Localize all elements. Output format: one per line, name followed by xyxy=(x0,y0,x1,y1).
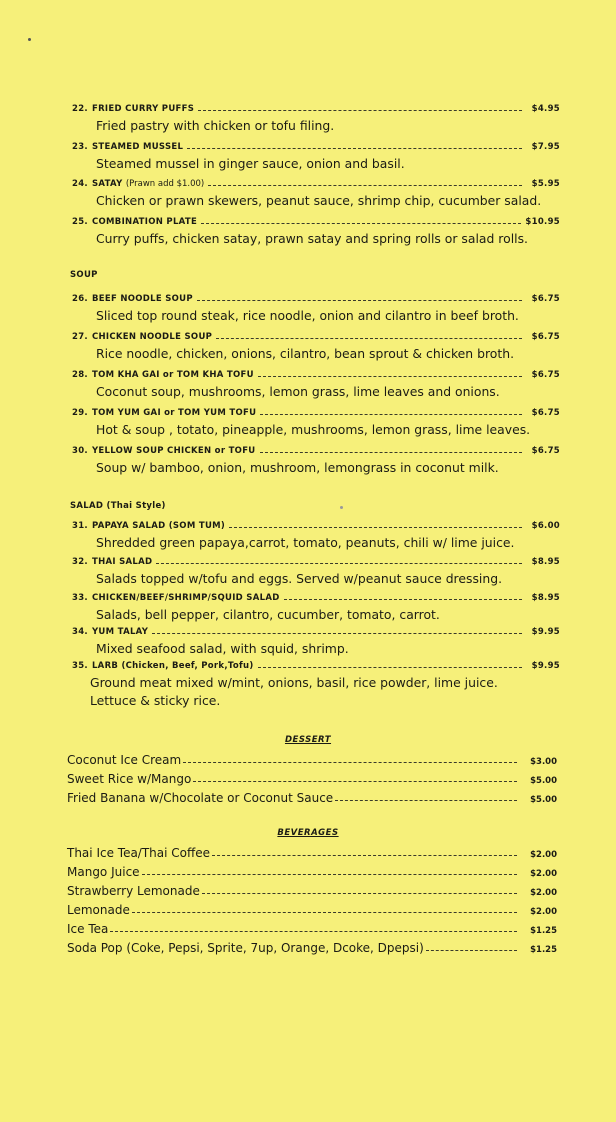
leader-dots xyxy=(258,667,522,668)
leader-dots xyxy=(110,931,517,932)
item-number: 35. xyxy=(72,661,88,671)
item-description: Salads topped w/tofu and eggs. Served w/peanut sauce dressing. xyxy=(96,571,503,586)
leader-dots xyxy=(193,781,517,782)
item-price: $6.75 xyxy=(531,370,560,380)
item-name: PAPAYA SALAD (SOM TUM) xyxy=(91,521,226,531)
dessert-item xyxy=(67,787,557,805)
item-number: 32. xyxy=(72,557,88,567)
item-price: $6.75 xyxy=(531,332,560,342)
item-description-2: Lettuce & sticky rice. xyxy=(90,693,221,708)
paper-speck xyxy=(340,506,343,509)
menu-item-31 xyxy=(72,517,560,553)
menu-item-22 xyxy=(72,100,560,136)
item-number: 24. xyxy=(72,179,88,189)
paper-speck xyxy=(28,38,31,41)
dessert-item xyxy=(67,768,557,786)
item-description: Soup w/ bamboo, onion, mushroom, lemongrass in coconut milk. xyxy=(96,460,499,475)
item-description: Chicken or prawn skewers, peanut sauce, shrimp chip, cucumber salad. xyxy=(96,193,542,208)
item-description: Fried pastry with chicken or tofu filing. xyxy=(96,118,335,133)
item-name: Thai Ice Tea/Thai Coffee xyxy=(67,846,211,860)
item-price: $7.95 xyxy=(531,142,560,152)
leader-dots xyxy=(260,414,522,415)
menu-item-23 xyxy=(72,138,560,174)
menu-item-24 xyxy=(72,175,560,211)
item-description: Shredded green papaya,carrot, tomato, peanuts, chili w/ lime juice. xyxy=(96,535,515,550)
item-price: $4.95 xyxy=(531,104,560,114)
menu-item-35 xyxy=(72,657,560,711)
item-name: YELLOW SOUP CHICKEN or TOFU xyxy=(91,446,256,456)
item-price: $1.25 xyxy=(530,945,557,955)
leader-dots xyxy=(258,376,522,377)
item-number: 30. xyxy=(72,446,88,456)
leader-dots xyxy=(212,855,517,856)
item-name: YUM TALAY xyxy=(91,627,149,637)
item-price: $1.25 xyxy=(530,926,557,936)
leader-dots xyxy=(208,185,522,186)
item-price: $9.95 xyxy=(531,627,560,637)
item-name: CHICKEN NOODLE SOUP xyxy=(91,332,213,342)
item-name: Mango Juice xyxy=(67,865,140,879)
item-number: 22. xyxy=(72,104,88,114)
item-name: CHICKEN/BEEF/SHRIMP/SQUID SALAD xyxy=(91,593,280,603)
leader-dots xyxy=(132,912,517,913)
menu-item-32 xyxy=(72,553,560,589)
item-number: 27. xyxy=(72,332,88,342)
beverage-item xyxy=(67,918,557,936)
menu-item-25 xyxy=(72,213,560,249)
item-name: TOM KHA GAI or TOM KHA TOFU xyxy=(91,370,254,380)
leader-dots xyxy=(197,300,522,301)
item-price: $2.00 xyxy=(530,850,557,860)
item-price: $2.00 xyxy=(530,907,557,917)
leader-dots xyxy=(187,148,522,149)
item-price: $10.95 xyxy=(525,217,560,227)
leader-dots xyxy=(202,893,517,894)
item-name: Lemonade xyxy=(67,903,130,917)
beverage-item xyxy=(67,937,557,955)
beverage-item xyxy=(67,861,557,879)
menu-item-28 xyxy=(72,366,560,402)
item-description: Coconut soup, mushrooms, lemon grass, lime leaves and onions. xyxy=(96,384,500,399)
leader-dots xyxy=(426,950,517,951)
item-name: Ice Tea xyxy=(67,922,109,936)
leader-dots xyxy=(201,223,521,224)
beverage-item xyxy=(67,842,557,860)
item-price: $5.00 xyxy=(530,776,557,786)
menu-item-34 xyxy=(72,623,560,659)
leader-dots xyxy=(156,563,522,564)
item-name: TOM YUM GAI or TOM YUM TOFU xyxy=(91,408,257,418)
leader-dots xyxy=(216,338,522,339)
section-title-soup: SOUP xyxy=(70,270,98,280)
item-price: $9.95 xyxy=(531,661,560,671)
item-description: Curry puffs, chicken satay, prawn satay and spring rolls or salad rolls. xyxy=(96,231,528,246)
menu-item-26 xyxy=(72,290,560,326)
item-name: Strawberry Lemonade xyxy=(67,884,200,898)
leader-dots xyxy=(284,599,522,600)
item-price: $5.95 xyxy=(531,179,560,189)
item-name: SATAY xyxy=(91,179,123,189)
item-description: Mixed seafood salad, with squid, shrimp. xyxy=(96,641,349,656)
leader-dots xyxy=(142,874,517,875)
item-price: $2.00 xyxy=(530,869,557,879)
item-description: Ground meat mixed w/mint, onions, basil, rice powder, lime juice. xyxy=(90,675,498,690)
section-title-beverages: BEVERAGES xyxy=(277,828,339,838)
item-price: $6.00 xyxy=(531,521,560,531)
item-name: Sweet Rice w/Mango xyxy=(67,772,192,786)
menu-item-29 xyxy=(72,404,560,440)
item-number: 29. xyxy=(72,408,88,418)
menu-item-27 xyxy=(72,328,560,364)
leader-dots xyxy=(260,452,522,453)
item-number: 23. xyxy=(72,142,88,152)
item-price: $6.75 xyxy=(531,408,560,418)
item-name: Fried Banana w/Chocolate or Coconut Sauce xyxy=(67,791,334,805)
item-name: FRIED CURRY PUFFS xyxy=(91,104,195,114)
item-name: STEAMED MUSSEL xyxy=(91,142,184,152)
item-number: 26. xyxy=(72,294,88,304)
leader-dots xyxy=(183,762,517,763)
leader-dots xyxy=(152,633,522,634)
item-name: Coconut Ice Cream xyxy=(67,753,182,767)
item-description: Rice noodle, chicken, onions, cilantro, bean sprout & chicken broth. xyxy=(96,346,515,361)
item-name: BEEF NOODLE SOUP xyxy=(91,294,193,304)
menu-item-33 xyxy=(72,589,560,625)
beverage-item xyxy=(67,899,557,917)
item-price: $8.95 xyxy=(531,593,560,603)
item-description: Sliced top round steak, rice noodle, onion and cilantro in beef broth. xyxy=(96,308,519,323)
item-price: $5.00 xyxy=(530,795,557,805)
dessert-item xyxy=(67,749,557,767)
menu-item-30 xyxy=(72,442,560,478)
item-description: Salads, bell pepper, cilantro, cucumber, tomato, carrot. xyxy=(96,607,440,622)
item-number: 31. xyxy=(72,521,88,531)
item-note: (Prawn add $1.00) xyxy=(125,179,205,189)
item-number: 25. xyxy=(72,217,88,227)
leader-dots xyxy=(229,527,522,528)
item-price: $6.75 xyxy=(531,294,560,304)
section-title-dessert: DESSERT xyxy=(284,735,332,745)
item-name: LARB (Chicken, Beef, Pork,Tofu) xyxy=(91,661,254,671)
item-price: $8.95 xyxy=(531,557,560,567)
item-price: $2.00 xyxy=(530,888,557,898)
item-number: 28. xyxy=(72,370,88,380)
item-price: $6.75 xyxy=(531,446,560,456)
item-name: THAI SALAD xyxy=(91,557,153,567)
item-description: Hot & soup , totato, pineapple, mushrooms, lemon grass, lime leaves. xyxy=(96,422,531,437)
item-name: Soda Pop (Coke, Pepsi, Sprite, 7up, Orange, Dcoke, Dpepsi) xyxy=(67,941,424,955)
section-title-salad: SALAD (Thai Style) xyxy=(70,501,166,511)
leader-dots xyxy=(198,110,522,111)
item-number: 34. xyxy=(72,627,88,637)
item-price: $3.00 xyxy=(530,757,557,767)
item-number: 33. xyxy=(72,593,88,603)
leader-dots xyxy=(335,800,517,801)
item-description: Steamed mussel in ginger sauce, onion and basil. xyxy=(96,156,405,171)
item-name: COMBINATION PLATE xyxy=(91,217,198,227)
beverage-item xyxy=(67,880,557,898)
